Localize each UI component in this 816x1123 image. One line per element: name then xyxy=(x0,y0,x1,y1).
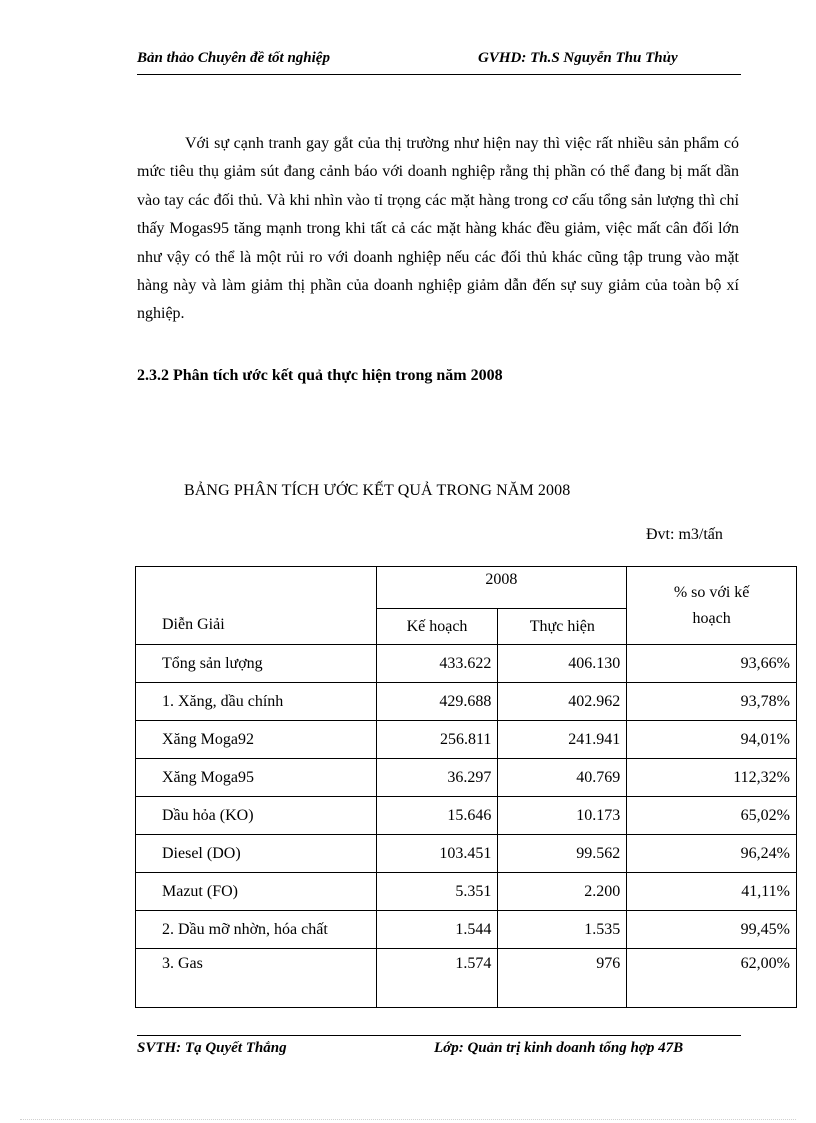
row-label: 3. Gas xyxy=(136,949,377,1008)
table-row xyxy=(136,911,797,949)
table-title: BẢNG PHÂN TÍCH ƯỚC KẾT QUẢ TRONG NĂM 2008 xyxy=(184,482,571,499)
row-actual: 402.962 xyxy=(498,683,627,721)
row-plan: 433.622 xyxy=(376,645,498,683)
row-actual: 1.535 xyxy=(498,911,627,949)
row-percent: 65,02% xyxy=(627,797,797,835)
row-percent: 94,01% xyxy=(627,721,797,759)
row-label: Dầu hỏa (KO) xyxy=(136,797,377,835)
row-label: 2. Dầu mỡ nhờn, hóa chất xyxy=(136,911,377,949)
table-row xyxy=(136,949,797,1008)
row-plan: 1.544 xyxy=(376,911,498,949)
row-plan: 103.451 xyxy=(376,835,498,873)
row-plan: 5.351 xyxy=(376,873,498,911)
row-percent: 93,78% xyxy=(627,683,797,721)
footer-student: SVTH: Tạ Quyết Thắng xyxy=(137,1040,287,1056)
header-percent-line1: % so với kế xyxy=(673,583,750,601)
header-actual: Thực hiện xyxy=(498,609,627,645)
table-row xyxy=(136,645,797,683)
row-actual: 406.130 xyxy=(498,645,627,683)
row-plan: 36.297 xyxy=(376,759,498,797)
row-actual: 99.562 xyxy=(498,835,627,873)
row-actual: 2.200 xyxy=(498,873,627,911)
header-percent-line2: hoạch xyxy=(692,609,731,627)
row-plan: 15.646 xyxy=(376,797,498,835)
page-bottom-divider xyxy=(20,1119,796,1120)
row-plan: 256.811 xyxy=(376,721,498,759)
section-heading: 2.3.2 Phân tích ước kết quả thực hiện trong năm 2008 xyxy=(137,367,503,384)
row-plan: 1.574 xyxy=(376,949,498,1008)
table-body xyxy=(136,645,797,1008)
unit-label: Đvt: m3/tấn xyxy=(646,526,723,543)
results-table xyxy=(135,566,797,1008)
row-percent: 99,45% xyxy=(627,911,797,949)
table-row xyxy=(136,797,797,835)
header-year: 2008 xyxy=(376,567,627,609)
row-percent: 93,66% xyxy=(627,645,797,683)
page-header xyxy=(137,48,741,75)
table-row xyxy=(136,759,797,797)
page-footer xyxy=(137,1035,741,1066)
row-percent: 112,32% xyxy=(627,759,797,797)
row-percent: 41,11% xyxy=(627,873,797,911)
header-percent xyxy=(627,567,797,645)
row-label: Xăng Moga92 xyxy=(136,721,377,759)
header-description: Diễn Giải xyxy=(136,567,377,645)
row-label: Diesel (DO) xyxy=(136,835,377,873)
row-actual: 241.941 xyxy=(498,721,627,759)
row-percent: 62,00% xyxy=(627,949,797,1008)
row-actual: 40.769 xyxy=(498,759,627,797)
row-plan: 429.688 xyxy=(376,683,498,721)
table-row xyxy=(136,683,797,721)
table-row xyxy=(136,835,797,873)
row-actual: 976 xyxy=(498,949,627,1008)
row-label: 1. Xăng, dầu chính xyxy=(136,683,377,721)
row-label: Xăng Moga95 xyxy=(136,759,377,797)
header-plan: Kế hoạch xyxy=(376,609,498,645)
row-actual: 10.173 xyxy=(498,797,627,835)
row-label: Mazut (FO) xyxy=(136,873,377,911)
row-label: Tổng sản lượng xyxy=(136,645,377,683)
body-paragraph: Với sự cạnh tranh gay gắt của thị trường như hiện nay thì việc rất nhiều sản phẩm có mức tiêu thụ giảm sút đang cảnh báo với doanh nghiệp rằng thị phần có thể đang bị mất dần vào tay các đối thủ. Và khi nhìn vào tỉ trọng các mặt hàng trong cơ cấu tổng sản lượng thì chỉ thấy Mogas95 tăng mạnh trong khi tất cả các mặt hàng khác đều giảm, việc mất cân đối lớn như vậy có thể là một rủi ro với doanh nghiệp nếu các đối thủ khác cũng tập trung vào mặt hàng này và làm giảm thị phần của doanh nghiệp giảm dẫn đến sự suy giảm của toàn bộ xí nghiệp. xyxy=(137,135,739,323)
header-advisor: GVHD: Th.S Nguyễn Thu Thủy xyxy=(478,50,678,66)
table-row xyxy=(136,873,797,911)
header-title: Bản thảo Chuyên đề tốt nghiệp xyxy=(137,50,330,66)
table-row xyxy=(136,721,797,759)
table-header-row xyxy=(136,567,797,609)
footer-class: Lớp: Quản trị kinh doanh tổng hợp 47B xyxy=(434,1040,684,1056)
row-percent: 96,24% xyxy=(627,835,797,873)
